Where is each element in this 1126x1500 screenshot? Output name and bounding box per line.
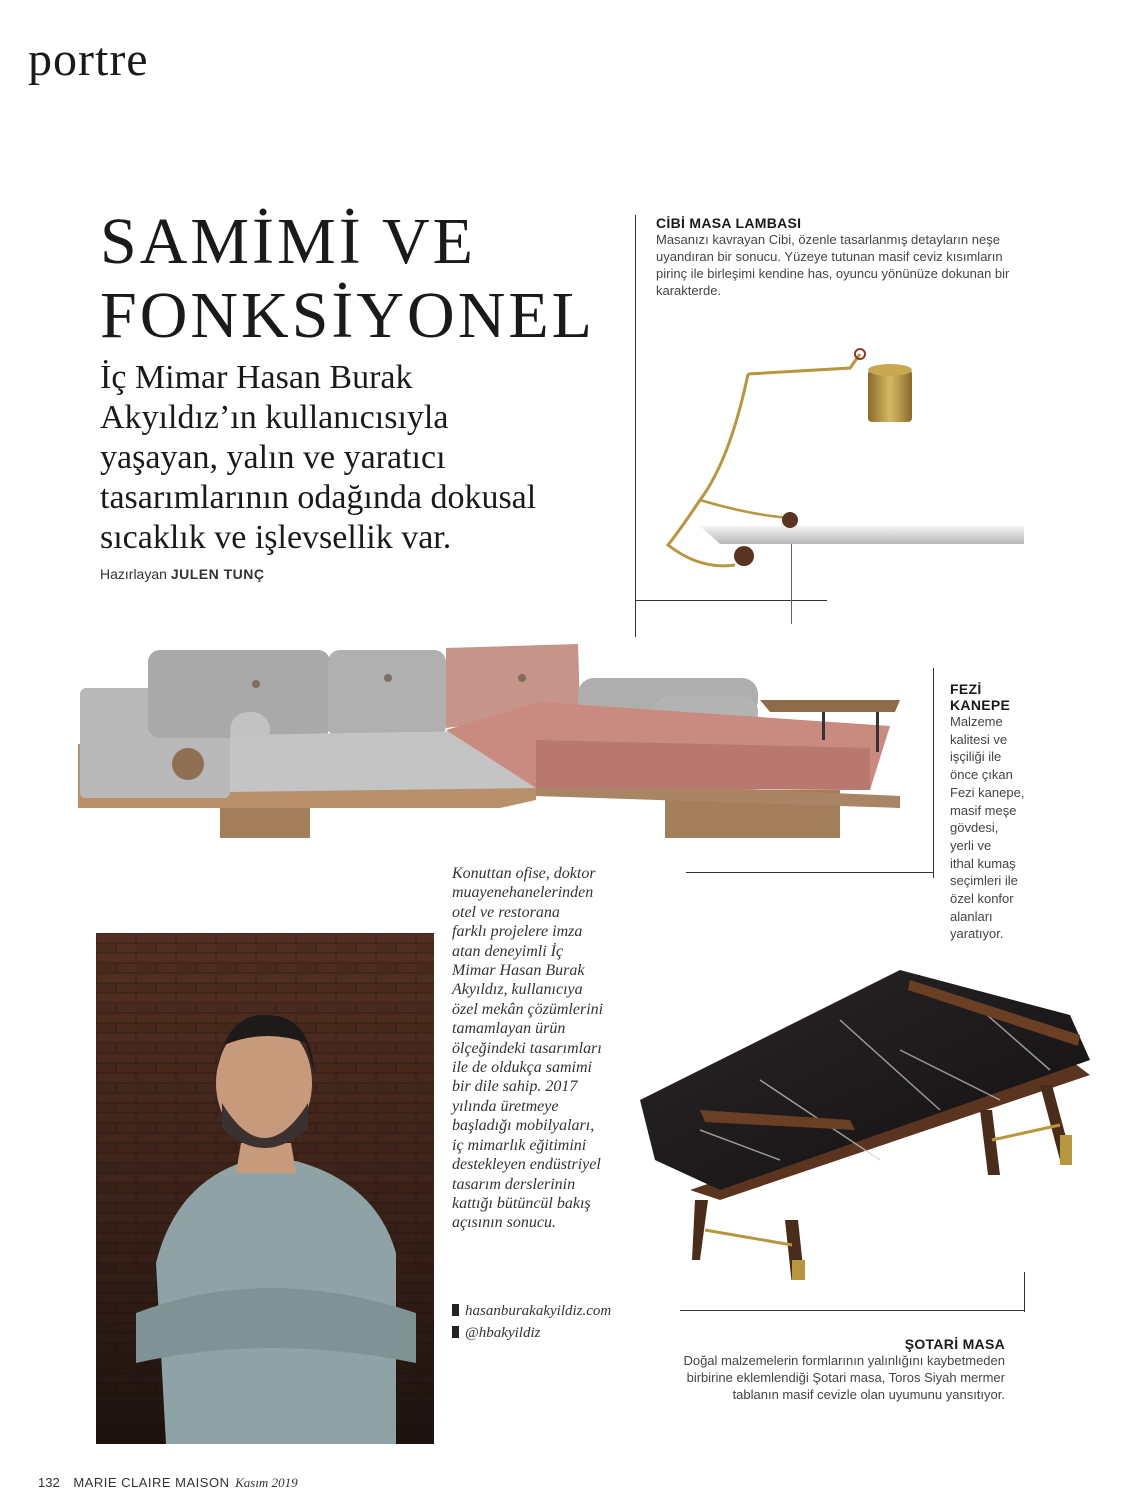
section-label: portre: [28, 33, 149, 86]
sofa-description-line: gövdesi,: [950, 820, 999, 836]
sofa-horizontal-rule: [686, 872, 933, 873]
sofa-caption: [950, 681, 1040, 943]
bio-line: destekleyen endüstriyel: [452, 1156, 601, 1174]
bio-line: otel ve restorana: [452, 903, 560, 921]
website-row: [452, 1300, 611, 1322]
sofa-description-line: Malzeme: [950, 714, 1003, 729]
lamp-image: [660, 340, 1030, 580]
bullet-square-icon: [452, 1326, 459, 1338]
table-description-line: birbirine eklemlendiği Şotari masa, Toros Siyah mermer: [686, 1370, 1005, 1385]
sofa-description-line: seçimleri ile: [950, 873, 1018, 889]
lamp-horizontal-rule: [635, 600, 827, 601]
lamp-name: CİBİ MASA LAMBASI: [656, 215, 802, 231]
sofa-description-line: alanları: [950, 908, 993, 924]
issue-date: Kasım 2019: [235, 1475, 298, 1490]
bio-line: Konuttan ofise, doktor: [452, 865, 596, 882]
table-description-line: tablanın masif cevizle olan uyumunu yansıtıyor.: [732, 1387, 1005, 1402]
bullet-square-icon: [452, 1304, 459, 1316]
bio-line: iç mimarlık eğitimini: [452, 1136, 587, 1154]
table-description-line: Doğal malzemelerin formlarının yalınlığını kaybetmeden: [683, 1353, 1005, 1368]
page-footer: [38, 1475, 298, 1491]
table-horizontal-rule: [680, 1310, 1025, 1311]
bio-line: tamamlayan ürün: [452, 1020, 566, 1038]
lamp-caption: [656, 215, 1036, 299]
sofa-description-line: önce çıkan: [950, 767, 1013, 783]
sofa-vertical-rule: [933, 668, 934, 878]
article-lede: İç Mimar Hasan Burak Akyıldız’ın kullanıcısıyla yaşayan, yalın ve yaratıcı tasarımlarının odağında dokusal sıcaklık ve işlevsellik var.: [100, 359, 537, 556]
bio-line: yılında üretmeye: [452, 1097, 559, 1115]
byline-prefix: Hazırlayan: [100, 566, 167, 582]
instagram-link[interactable]: @hbakyildiz: [465, 1325, 541, 1341]
sofa-description-line: yerli ve: [950, 837, 992, 853]
bio-line: bir dile sahip. 2017: [452, 1078, 578, 1096]
bio-line: ölçeğindeki tasarımları: [452, 1039, 602, 1057]
magazine-name: MARIE CLAIRE MAISON: [73, 1475, 230, 1490]
bio-line: farklı projelere imza: [452, 923, 583, 941]
website-link[interactable]: hasanburakakyildiz.com: [465, 1303, 612, 1319]
bio-line: atan deneyimli İç: [452, 942, 564, 960]
lamp-vertical-rule: [635, 215, 636, 637]
table-vertical-rule: [1024, 1272, 1025, 1312]
sofa-description-line: Fezi kanepe,: [950, 784, 1025, 800]
table-description: [600, 1352, 1005, 1403]
designer-links: [452, 1300, 611, 1344]
article-title: [100, 205, 620, 353]
title-line: SAMİMİ VE: [100, 205, 476, 278]
bio-line: başladığı mobilyaları,: [452, 1117, 595, 1135]
byline: [100, 566, 264, 582]
bio-line: Mimar Hasan Burak: [452, 962, 585, 980]
sofa-description-line: işçiliği ile: [950, 749, 1002, 765]
sofa-description-line: yaratıyor.: [950, 926, 1004, 942]
sofa-description-line: masif meşe: [950, 802, 1017, 818]
portrait-photo: [96, 933, 434, 1444]
sofa-description-line: kalitesi ve: [950, 731, 1008, 747]
bio-line: ile de oldukça samimi: [452, 1059, 592, 1077]
sofa-name: FEZİ KANEPE: [950, 681, 1011, 713]
sofa-description-line: ithal kumaş: [950, 855, 1016, 871]
bio-line: özel mekân çözümlerini: [452, 1000, 604, 1018]
sofa-image: [70, 640, 910, 850]
bio-line: Akyıldız, kullanıcıya: [452, 981, 583, 999]
lamp-description: Masanızı kavrayan Cibi, özenle tasarlanmış detayların neşe uyandıran bir sonucu. Yüzeye tutunan masif ceviz kısımların pirinç ile birleşimi kendine has, oyuncu yönünüze dokunan bir karakterde.: [656, 232, 1010, 298]
byline-author: JULEN TUNÇ: [170, 566, 265, 582]
table-image: [640, 960, 1100, 1280]
page-number: 132: [38, 1475, 60, 1490]
bio-line: açısının sonucu.: [452, 1214, 556, 1232]
sofa-description-line: özel konfor: [950, 891, 1014, 907]
title-line: FONKSİYONEL: [100, 279, 595, 352]
bio-line: kattığı bütüncül bakış: [452, 1194, 591, 1212]
sofa-description: [950, 713, 1040, 943]
bio-line: muayenehanelerinden: [452, 884, 594, 902]
table-name: ŞOTARİ MASA: [904, 1336, 1005, 1352]
table-caption: [600, 1336, 1005, 1403]
designer-bio: [452, 864, 642, 1233]
bio-line: tasarım derslerinin: [452, 1175, 576, 1193]
instagram-row: [452, 1322, 611, 1344]
